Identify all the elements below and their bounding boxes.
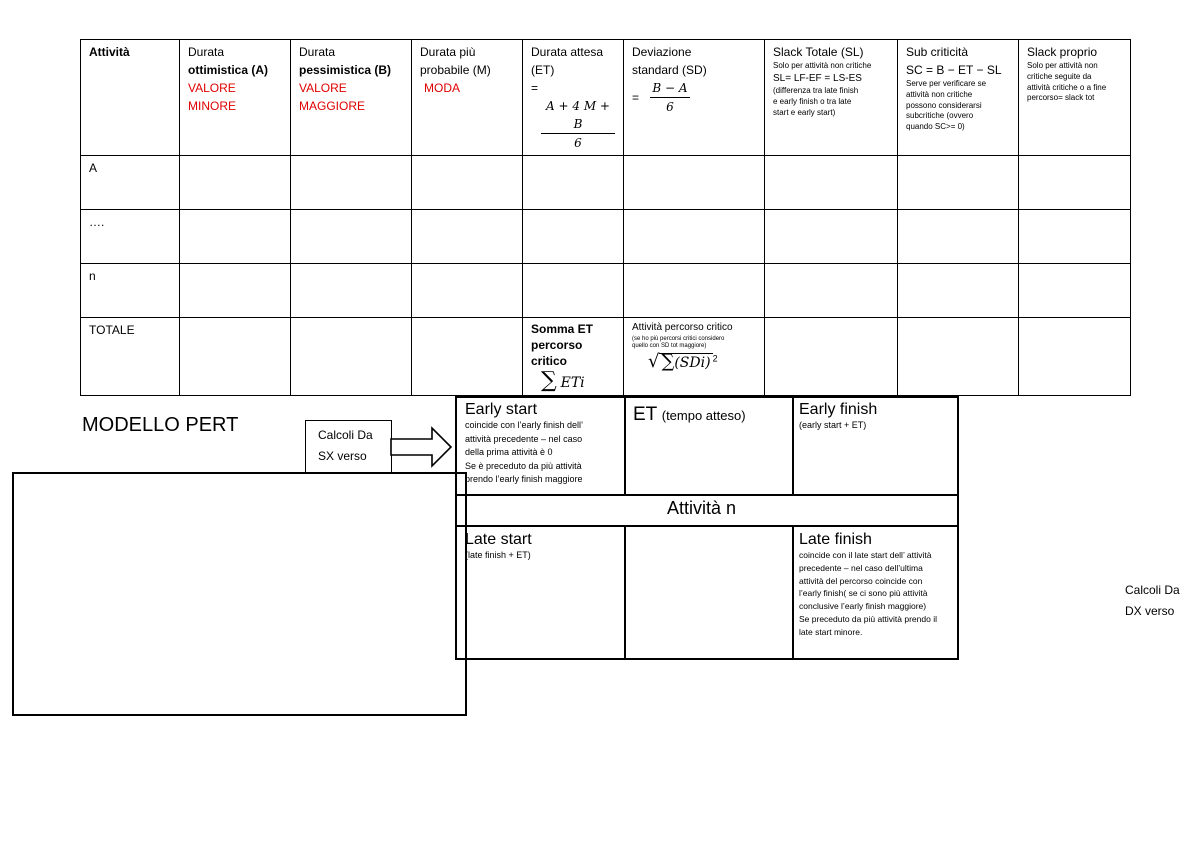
late-finish-text7: late start minore. — [799, 626, 863, 637]
header-b-note2: MAGGIORE — [299, 99, 366, 113]
header-et-eq: = — [531, 81, 539, 95]
calc-sx-line2: SX verso — [318, 449, 367, 463]
table-cell — [898, 318, 1019, 396]
header-durata-attesa — [523, 40, 624, 156]
header-sl-desc3: start e early start) — [773, 107, 836, 117]
header-m-line1: Durata più — [420, 45, 476, 59]
table-cell — [765, 264, 898, 318]
header-durata-pessimistica — [291, 40, 412, 156]
table-cell — [523, 210, 624, 264]
late-finish-text5: conclusive l’early finish maggiore) — [799, 601, 927, 611]
table-cell — [412, 156, 523, 210]
table-cell — [1019, 156, 1131, 210]
table-header-row — [81, 40, 1131, 156]
table-row — [81, 264, 1131, 318]
table-cell — [1019, 210, 1131, 264]
calc-sx-line1: Calcoli Da — [318, 428, 373, 442]
late-finish-text2: precedente – nel caso dell’ultima — [799, 562, 923, 573]
total-et-line2: percorso — [531, 338, 583, 353]
header-sp-desc4: percorso= slack tot — [1027, 93, 1095, 103]
row-label: n — [81, 264, 180, 318]
table-cell — [412, 318, 523, 396]
header-m-note: MODA — [424, 81, 460, 95]
header-slack-totale — [765, 40, 898, 156]
arrow-right-icon — [390, 426, 454, 468]
total-et-cell — [523, 318, 624, 396]
divider — [457, 525, 957, 527]
late-finish-text6: Se preceduto da più attività prendo il — [799, 613, 937, 624]
calc-dx-line1: Calcoli Da — [1125, 583, 1180, 597]
header-sl-title: Slack Totale (SL) — [773, 45, 864, 59]
et-numerator: A + 4 M + B — [541, 97, 615, 134]
late-finish-text1: coincide con il late start dell’ attività — [799, 550, 932, 560]
late-start-text1: (late finish + ET) — [465, 550, 531, 560]
sd-numerator: B − A — [650, 79, 689, 98]
header-sc-desc1: Serve per verificare se — [906, 79, 987, 88]
table-cell — [180, 318, 291, 396]
header-sp-desc2: critiche seguite da — [1027, 71, 1092, 81]
header-sl-note: Solo per attività non critiche — [773, 61, 872, 70]
header-sp-desc3: attività critiche o a fine — [1027, 82, 1107, 92]
divider — [792, 398, 794, 496]
table-cell — [412, 210, 523, 264]
pert-node — [455, 396, 959, 660]
total-et-line1: Somma ET — [531, 322, 594, 336]
pert-table — [80, 39, 1131, 396]
early-start-cell — [465, 401, 621, 487]
header-sd-eq: = — [632, 90, 640, 105]
table-row — [81, 210, 1131, 264]
sd-formula — [650, 79, 689, 116]
table-cell — [898, 210, 1019, 264]
sqrt-sd-formula — [632, 351, 756, 373]
header-sp-desc1: Solo per attività non — [1027, 61, 1098, 70]
header-a-note1: VALORE — [188, 81, 236, 95]
header-m-line2: probabile (M) — [420, 63, 491, 77]
header-sc-desc5: quando SC>= 0) — [906, 122, 965, 132]
activity-label: Attività n — [667, 498, 737, 518]
divider — [792, 525, 794, 660]
early-start-text3: della prima attività è 0 — [465, 447, 553, 457]
header-et-line2: (ET) — [531, 63, 555, 77]
calc-sx-box — [305, 420, 392, 474]
header-a-line2: ottimistica (A) — [188, 63, 269, 77]
table-cell — [765, 210, 898, 264]
table-cell — [1019, 264, 1131, 318]
table-cell — [898, 264, 1019, 318]
table-cell — [412, 264, 523, 318]
et-formula — [541, 97, 615, 152]
total-sd-note1: (se ho più percorsi critici considero — [632, 335, 725, 342]
total-sd-cell — [624, 318, 765, 396]
early-finish-title: Early finish — [799, 401, 878, 418]
header-b-note1: VALORE — [299, 81, 347, 95]
early-start-text1: coincide con l’early finish dell’ — [465, 420, 584, 430]
late-start-cell — [465, 531, 621, 563]
table-cell — [624, 156, 765, 210]
sigma-symbol: ∑ — [541, 367, 557, 393]
table-cell — [180, 264, 291, 318]
table-cell — [180, 210, 291, 264]
header-sc-formula: SC = B − ET − SL — [906, 63, 1002, 77]
table-cell — [624, 210, 765, 264]
sd-denominator: 6 — [666, 100, 674, 114]
early-start-text2: attività precedente – nel caso — [465, 433, 583, 444]
header-sd-line2: standard (SD) — [632, 63, 707, 77]
header-sl-desc2: e early finish o tra late — [773, 97, 852, 107]
divider — [624, 398, 626, 496]
total-sd-note2: quello con SD tot maggiore) — [632, 343, 707, 350]
early-start-text5: prendo l’early finish maggiore — [465, 474, 583, 484]
table-cell — [624, 264, 765, 318]
sum-et-term: ETi — [560, 374, 585, 391]
et-subtitle: (tempo atteso) — [661, 408, 746, 423]
table-cell — [523, 264, 624, 318]
table-cell — [291, 210, 412, 264]
header-durata-probabile — [412, 40, 523, 156]
early-start-text4: Se è preceduto da più attività — [465, 460, 582, 471]
divider — [624, 525, 626, 660]
pert-title: MODELLO PERT — [82, 414, 239, 436]
header-sl-desc1: (differenza tra late finish — [773, 86, 859, 96]
table-cell — [291, 318, 412, 396]
header-sc-title: Sub criticità — [906, 45, 969, 59]
header-sc-desc2: attività non critiche — [906, 89, 973, 99]
header-sc-desc3: possono considerarsi — [906, 100, 982, 110]
header-sc-desc4: subcritiche (ovvero — [906, 111, 974, 121]
et-title: ET — [633, 404, 658, 425]
header-durata-ottimistica — [180, 40, 291, 156]
total-et-line3: critico — [531, 354, 568, 369]
header-b-line2: pessimistica (B) — [299, 63, 392, 77]
table-cell — [523, 156, 624, 210]
table-cell — [1019, 318, 1131, 396]
empty-frame — [12, 472, 467, 716]
header-sl-formula: SL= LF-EF = LS-ES — [773, 72, 862, 84]
header-sub-criticita — [898, 40, 1019, 156]
early-start-title: Early start — [465, 401, 538, 418]
header-attivita-label: Attività — [89, 45, 130, 59]
table-total-row — [81, 318, 1131, 396]
table-cell — [898, 156, 1019, 210]
table-cell — [291, 264, 412, 318]
table-cell — [765, 318, 898, 396]
calc-dx-note — [1125, 580, 1180, 622]
table-cell — [765, 156, 898, 210]
sqrt-symbol: √ — [648, 351, 660, 373]
sum-sd-term: (SDi) — [674, 355, 711, 372]
header-b-line1: Durata — [299, 45, 336, 59]
early-finish-text1: (early start + ET) — [799, 420, 867, 430]
et-cell — [633, 404, 788, 426]
early-finish-cell — [799, 401, 954, 433]
header-attivita — [81, 40, 180, 156]
header-slack-proprio — [1019, 40, 1131, 156]
row-label: A — [81, 156, 180, 210]
header-a-note2: MINORE — [188, 99, 236, 113]
divider — [457, 494, 957, 496]
header-deviazione-standard — [624, 40, 765, 156]
total-label: TOTALE — [81, 318, 180, 396]
et-denominator: 6 — [574, 136, 582, 150]
row-label: …. — [81, 210, 180, 264]
late-finish-cell — [799, 531, 959, 638]
table-cell — [180, 156, 291, 210]
header-sp-title: Slack proprio — [1027, 45, 1098, 59]
sigma-symbol: ∑ — [661, 351, 675, 373]
sqrt-body — [659, 351, 712, 373]
total-sd-title: Attività percorso critico — [632, 322, 733, 333]
late-finish-text4: l’early finish( se ci sono più attività — [799, 588, 928, 599]
header-et-line1: Durata attesa — [531, 45, 604, 59]
table-row — [81, 156, 1131, 210]
header-a-line1: Durata — [188, 45, 225, 59]
late-finish-title: Late finish — [799, 531, 872, 548]
late-start-title: Late start — [465, 531, 532, 548]
header-sd-line1: Deviazione — [632, 45, 692, 59]
sum-et-formula — [531, 367, 615, 393]
calc-dx-line2: DX verso — [1125, 604, 1175, 618]
table-cell — [291, 156, 412, 210]
sd-exponent: 2 — [712, 353, 718, 364]
late-finish-text3: attività del percorso coincide con — [799, 575, 923, 586]
